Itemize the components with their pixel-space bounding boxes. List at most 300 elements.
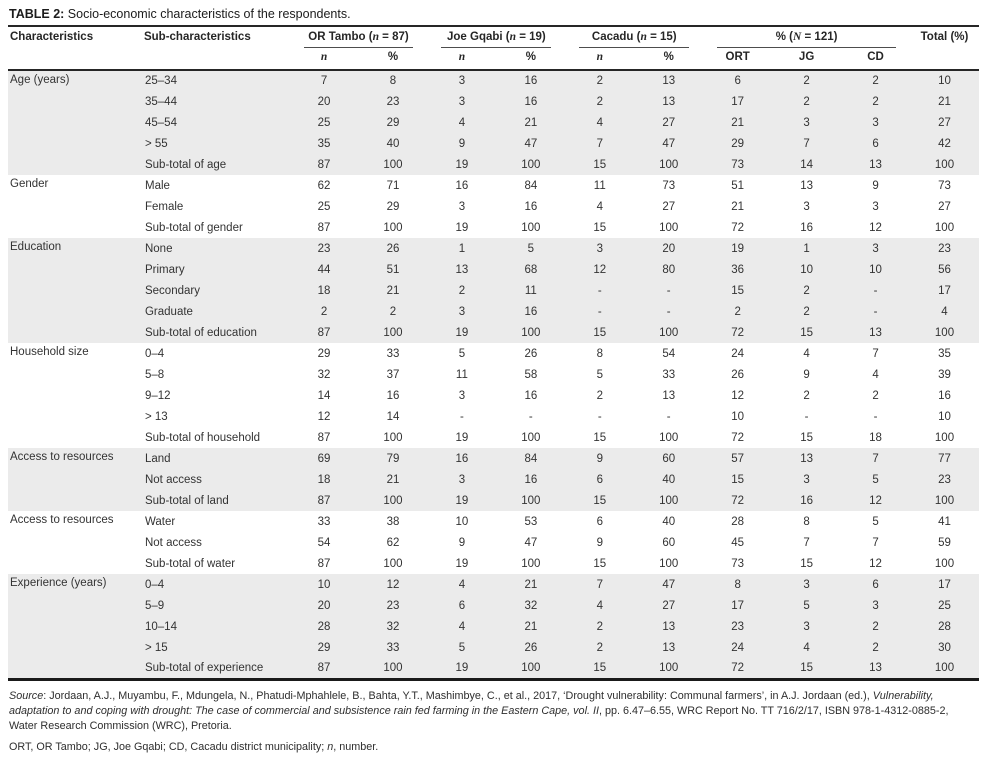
table-row <box>8 427 979 448</box>
value-cell: 33 <box>386 347 400 360</box>
table-row <box>8 658 979 679</box>
value-cell: 100 <box>521 158 541 171</box>
value-cell: 12 <box>869 494 882 507</box>
value-cell: 47 <box>524 137 538 150</box>
value-cell: 2 <box>803 305 810 318</box>
value-cell: 4 <box>803 347 810 360</box>
characteristic-cell: Experience (years) <box>8 574 142 679</box>
value-cell: 60 <box>662 536 676 549</box>
group-header: Cacadu (n = 15) <box>565 27 703 48</box>
sub-col-header-pct: % <box>634 48 703 70</box>
value-cell: 19 <box>455 221 469 234</box>
value-cell: 73 <box>662 179 676 192</box>
sub-characteristic-cell: None <box>144 242 173 255</box>
value-cell: 72 <box>731 326 745 339</box>
value-cell: 15 <box>731 473 745 486</box>
value-cell: 4 <box>458 116 466 129</box>
value-cell: 100 <box>659 431 679 444</box>
sub-characteristic-cell: Sub-total of land <box>144 494 229 507</box>
value-cell: 13 <box>800 179 813 192</box>
value-cell: 29 <box>317 347 331 360</box>
value-cell: 10 <box>731 410 745 423</box>
characteristic-cell: Household size <box>10 346 89 358</box>
value-cell: 17 <box>938 284 951 297</box>
value-cell: 1 <box>458 242 466 255</box>
value-cell: 57 <box>731 452 745 465</box>
value-cell: 18 <box>869 431 882 444</box>
value-cell: 37 <box>386 368 400 381</box>
value-cell: 21 <box>386 284 400 297</box>
value-cell: 10 <box>317 578 331 591</box>
sub-characteristic-cell: Water <box>144 515 176 528</box>
value-cell: 2 <box>596 641 603 654</box>
value-cell: 5 <box>872 515 879 528</box>
value-cell: 10 <box>938 75 951 87</box>
value-cell: 12 <box>731 389 745 402</box>
table-row <box>8 238 979 259</box>
value-cell: 21 <box>524 620 538 633</box>
table-row <box>8 574 979 595</box>
table-row <box>8 133 979 154</box>
value-cell: 32 <box>524 599 538 612</box>
value-cell: 7 <box>596 137 603 150</box>
value-cell: 11 <box>593 179 606 192</box>
value-cell: 3 <box>458 473 466 486</box>
value-cell: 17 <box>731 599 745 612</box>
value-cell: 54 <box>662 347 676 360</box>
sub-characteristic-cell: Not access <box>144 473 202 486</box>
value-cell: 87 <box>317 494 331 507</box>
table-body <box>8 70 979 679</box>
value-cell: 100 <box>383 557 403 570</box>
value-cell: - <box>597 410 602 423</box>
value-cell: 28 <box>317 620 331 633</box>
value-cell: 5 <box>872 473 879 486</box>
sub-characteristic-cell: 5–9 <box>144 599 165 612</box>
sub-col-header-n: n <box>565 48 634 70</box>
value-cell: 7 <box>803 536 810 549</box>
value-cell: 16 <box>524 389 538 402</box>
value-cell: 21 <box>524 578 538 591</box>
value-cell: 72 <box>731 661 745 674</box>
value-cell: 51 <box>731 179 745 192</box>
value-cell: 36 <box>731 263 745 276</box>
table-caption: Socio-economic characteristics of the respondents. <box>64 7 351 21</box>
value-cell: 18 <box>317 284 331 297</box>
value-cell: 7 <box>596 578 603 591</box>
table-row <box>8 217 979 238</box>
value-cell: 7 <box>872 452 879 465</box>
value-cell: 3 <box>872 200 879 213</box>
value-cell: 26 <box>731 368 745 381</box>
table-row <box>8 259 979 280</box>
table-row <box>8 595 979 616</box>
value-cell: 84 <box>524 179 538 192</box>
value-cell: 100 <box>659 661 679 674</box>
table-row <box>8 406 979 427</box>
value-cell: 16 <box>386 389 400 402</box>
group-header: OR Tambo (n = 87) <box>290 27 428 48</box>
value-cell: 8 <box>389 75 397 87</box>
value-cell: 3 <box>803 620 810 633</box>
value-cell: 2 <box>803 389 810 402</box>
table-row <box>8 154 979 175</box>
value-cell: 44 <box>317 263 331 276</box>
sub-characteristic-cell: Male <box>144 179 170 192</box>
value-cell: 27 <box>938 200 951 213</box>
table-row <box>8 616 979 637</box>
value-cell: 2 <box>872 620 879 633</box>
value-cell: 1 <box>803 242 810 255</box>
value-cell: 4 <box>941 305 948 318</box>
value-cell: 87 <box>317 431 331 444</box>
value-cell: 42 <box>938 137 951 150</box>
value-cell: 5 <box>458 641 466 654</box>
value-cell: 7 <box>872 536 879 549</box>
value-cell: 100 <box>659 158 679 171</box>
table-row <box>8 280 979 301</box>
value-cell: 45 <box>731 536 745 549</box>
value-cell: 9 <box>803 368 810 381</box>
value-cell: 33 <box>662 368 676 381</box>
value-cell: 3 <box>458 305 466 318</box>
sub-col-header-pct: % <box>496 48 565 70</box>
value-cell: 32 <box>317 368 331 381</box>
sub-characteristic-cell: 0–4 <box>144 347 165 360</box>
value-cell: 47 <box>662 578 676 591</box>
sub-col-header-ort: ORT <box>703 48 772 70</box>
value-cell: 100 <box>521 557 541 570</box>
value-cell: 53 <box>524 515 538 528</box>
value-cell: 15 <box>593 431 607 444</box>
value-cell: 16 <box>524 305 538 318</box>
value-cell: 15 <box>593 326 607 339</box>
value-cell: 7 <box>872 347 879 360</box>
value-cell: 8 <box>803 515 810 528</box>
value-cell: 12 <box>317 410 331 423</box>
value-cell: 12 <box>386 578 400 591</box>
value-cell: 51 <box>386 263 400 276</box>
value-cell: 87 <box>317 661 331 674</box>
value-cell: 29 <box>386 116 400 129</box>
value-cell: 6 <box>872 137 879 150</box>
value-cell: 30 <box>938 641 951 654</box>
value-cell: 38 <box>386 515 400 528</box>
value-cell: - <box>459 410 464 423</box>
value-cell: 2 <box>389 305 397 318</box>
sub-characteristic-cell: Secondary <box>144 284 200 297</box>
table-number-label: TABLE 2: <box>9 7 65 21</box>
value-cell: 23 <box>386 95 400 108</box>
value-cell: - <box>666 284 671 297</box>
value-cell: 12 <box>593 263 607 276</box>
table-title <box>8 5 979 27</box>
value-cell: - <box>873 305 878 318</box>
value-cell: 100 <box>521 221 541 234</box>
value-cell: 62 <box>317 179 331 192</box>
value-cell: 3 <box>872 599 879 612</box>
characteristic-cell: Education <box>8 238 142 343</box>
group-header: % (N = 121) <box>703 27 910 48</box>
value-cell: 13 <box>869 661 882 674</box>
group-header: Joe Gqabi (n = 19) <box>427 27 565 48</box>
value-cell: 72 <box>731 431 745 444</box>
sub-characteristic-cell: Land <box>144 452 171 465</box>
value-cell: 21 <box>524 116 538 129</box>
value-cell: 87 <box>317 326 331 339</box>
table-header <box>8 27 979 70</box>
characteristic-cell: Access to resources <box>8 448 142 511</box>
value-cell: 16 <box>800 221 813 234</box>
value-cell: 2 <box>803 284 810 297</box>
value-cell: 2 <box>872 641 879 654</box>
value-cell: 100 <box>934 661 955 674</box>
sub-col-header-n: n <box>290 48 359 70</box>
value-cell: 35 <box>317 137 331 150</box>
value-cell: 17 <box>731 95 745 108</box>
value-cell: 3 <box>458 200 466 213</box>
value-cell: 40 <box>386 137 400 150</box>
value-cell: 5 <box>458 347 466 360</box>
value-cell: 3 <box>803 116 810 129</box>
value-cell: 16 <box>524 473 538 486</box>
value-cell: 79 <box>386 452 400 465</box>
value-cell: 100 <box>383 431 403 444</box>
sub-characteristic-cell: Female <box>144 200 184 213</box>
value-cell: 77 <box>938 452 951 465</box>
value-cell: 2 <box>872 95 879 108</box>
value-cell: 2 <box>734 305 741 318</box>
characteristic-cell: Gender <box>10 178 49 190</box>
abbreviation-note-segment: ORT, OR Tambo; JG, Joe Gqabi; CD, Cacadu district municipality; <box>9 740 328 753</box>
value-cell: 100 <box>934 326 955 339</box>
value-cell: 19 <box>455 326 469 339</box>
value-cell: - <box>528 410 533 423</box>
value-cell: 62 <box>386 536 400 549</box>
value-cell: 23 <box>938 242 951 255</box>
value-cell: 3 <box>803 578 810 591</box>
value-cell: 13 <box>662 389 676 402</box>
value-cell: 9 <box>596 452 603 465</box>
value-cell: 2 <box>596 95 603 108</box>
value-cell: 26 <box>524 641 538 654</box>
value-cell: 100 <box>521 661 541 674</box>
value-cell: 12 <box>869 557 882 570</box>
source-note-segment: Vulnerability, adaptation to and coping with drought: The case of commercial and subsistence rain fed farming in the Eastern Cape, vol. II <box>9 689 934 717</box>
value-cell: 2 <box>803 95 810 108</box>
value-cell: 13 <box>869 326 882 339</box>
col-header-total: Total (%) <box>910 27 979 70</box>
col-header-characteristics: Characteristics <box>8 27 142 70</box>
sub-characteristic-cell: 10–14 <box>144 620 177 633</box>
table-row <box>8 91 979 112</box>
table-row <box>8 448 979 469</box>
value-cell: 40 <box>662 515 676 528</box>
value-cell: 27 <box>938 116 951 129</box>
value-cell: 3 <box>803 473 810 486</box>
value-cell: 4 <box>872 368 879 381</box>
value-cell: 100 <box>521 326 541 339</box>
value-cell: 16 <box>524 95 538 108</box>
sub-characteristic-cell: Sub-total of education <box>144 326 257 339</box>
value-cell: 2 <box>872 389 879 402</box>
value-cell: 100 <box>383 494 403 507</box>
value-cell: 20 <box>317 95 331 108</box>
value-cell: 10 <box>938 410 951 423</box>
value-cell: 29 <box>731 137 745 150</box>
value-cell: 100 <box>383 661 403 674</box>
sub-characteristic-cell: Sub-total of gender <box>144 221 243 234</box>
abbreviation-note-segment: n <box>327 740 334 753</box>
value-cell: 3 <box>458 95 466 108</box>
sub-characteristic-cell: 5–8 <box>144 368 165 381</box>
value-cell: 80 <box>662 263 676 276</box>
value-cell: 73 <box>938 179 951 192</box>
value-cell: 14 <box>386 410 400 423</box>
value-cell: 15 <box>731 284 745 297</box>
value-cell: 12 <box>869 221 882 234</box>
value-cell: 29 <box>386 200 400 213</box>
value-cell: 27 <box>662 599 676 612</box>
value-cell: 28 <box>938 620 951 633</box>
sub-characteristic-cell: Primary <box>144 263 185 276</box>
value-cell: 3 <box>872 242 879 255</box>
sub-characteristic-cell: 35–44 <box>144 95 177 108</box>
value-cell: 100 <box>383 158 403 171</box>
value-cell: 26 <box>386 242 400 255</box>
value-cell: 87 <box>317 158 331 171</box>
value-cell: 19 <box>455 661 469 674</box>
value-cell: 20 <box>317 599 331 612</box>
sub-col-header-jg: JG <box>772 48 841 70</box>
value-cell: 15 <box>800 661 813 674</box>
value-cell: 6 <box>734 75 741 87</box>
value-cell: 19 <box>455 158 469 171</box>
sub-characteristic-cell: Sub-total of household <box>144 431 261 444</box>
value-cell: 47 <box>662 137 676 150</box>
value-cell: 13 <box>662 641 676 654</box>
table-row <box>8 301 979 322</box>
sub-characteristic-cell: Sub-total of water <box>144 557 236 570</box>
value-cell: 100 <box>934 494 955 507</box>
value-cell: 2 <box>320 305 328 318</box>
value-cell: 84 <box>524 452 538 465</box>
value-cell: 72 <box>731 494 745 507</box>
sub-characteristic-cell: 25–34 <box>144 75 177 87</box>
value-cell: 13 <box>662 95 676 108</box>
abbreviation-note-segment: , number. <box>333 740 379 753</box>
table-row <box>8 112 979 133</box>
table-row <box>8 511 979 532</box>
value-cell: 4 <box>596 116 603 129</box>
value-cell: 20 <box>662 242 676 255</box>
value-cell: 10 <box>869 263 882 276</box>
value-cell: 41 <box>938 515 951 528</box>
value-cell: 39 <box>938 368 951 381</box>
sub-characteristic-cell: 0–4 <box>144 578 165 591</box>
value-cell: 69 <box>317 452 331 465</box>
value-cell: 14 <box>800 158 813 171</box>
sub-col-header-n: n <box>427 48 496 70</box>
sub-characteristic-cell: Graduate <box>144 305 193 318</box>
table-row <box>8 70 979 91</box>
value-cell: 26 <box>524 347 538 360</box>
characteristic-cell: Age (years) <box>8 70 142 175</box>
value-cell: 73 <box>731 158 745 171</box>
value-cell: 21 <box>731 116 745 129</box>
value-cell: 19 <box>455 431 469 444</box>
table-row <box>8 469 979 490</box>
value-cell: 10 <box>800 263 813 276</box>
table-row <box>8 175 979 196</box>
value-cell: 24 <box>731 347 745 360</box>
value-cell: 6 <box>596 473 603 486</box>
value-cell: 15 <box>593 494 607 507</box>
value-cell: 25 <box>317 116 331 129</box>
abbreviation-note <box>9 740 978 755</box>
value-cell: 13 <box>455 263 469 276</box>
value-cell: 28 <box>731 515 745 528</box>
col-header-sub-characteristics: Sub-characteristics <box>142 27 290 70</box>
characteristic-cell: Access to resources <box>10 514 114 526</box>
sub-characteristic-cell: > 15 <box>144 641 168 654</box>
sub-characteristic-cell: > 13 <box>144 410 168 423</box>
value-cell: 24 <box>731 641 745 654</box>
value-cell: 16 <box>524 200 538 213</box>
value-cell: 100 <box>659 557 679 570</box>
value-cell: - <box>873 284 878 297</box>
value-cell: 23 <box>317 242 331 255</box>
value-cell: 3 <box>803 200 810 213</box>
value-cell: 19 <box>731 242 745 255</box>
value-cell: 5 <box>527 242 535 255</box>
value-cell: 9 <box>596 536 603 549</box>
value-cell: 100 <box>934 221 955 234</box>
value-cell: 6 <box>872 578 879 591</box>
value-cell: 15 <box>593 221 607 234</box>
value-cell: 3 <box>458 75 466 87</box>
sub-characteristic-cell: > 55 <box>144 137 168 150</box>
value-cell: 9 <box>872 179 879 192</box>
table-row <box>8 385 979 406</box>
value-cell: 40 <box>662 473 676 486</box>
value-cell: 3 <box>872 116 879 129</box>
sub-characteristic-cell: Sub-total of experience <box>144 661 264 674</box>
value-cell: - <box>666 410 671 423</box>
value-cell: 9 <box>458 536 466 549</box>
table-row <box>8 322 979 343</box>
value-cell: 6 <box>458 599 466 612</box>
value-cell: 100 <box>934 431 955 444</box>
value-cell: 33 <box>317 515 331 528</box>
value-cell: 100 <box>659 221 679 234</box>
value-cell: 2 <box>458 284 466 297</box>
value-cell: 2 <box>596 75 603 87</box>
value-cell: 56 <box>938 263 951 276</box>
value-cell: - <box>597 284 602 297</box>
value-cell: 9 <box>458 137 466 150</box>
value-cell: 4 <box>803 641 810 654</box>
value-cell: 13 <box>662 620 676 633</box>
value-cell: 19 <box>455 494 469 507</box>
value-cell: - <box>597 305 602 318</box>
sub-col-header-cd: CD <box>841 48 910 70</box>
value-cell: 15 <box>593 158 607 171</box>
value-cell: 71 <box>386 179 400 192</box>
value-cell: 100 <box>521 494 541 507</box>
value-cell: 87 <box>317 557 331 570</box>
value-cell: 27 <box>662 116 676 129</box>
